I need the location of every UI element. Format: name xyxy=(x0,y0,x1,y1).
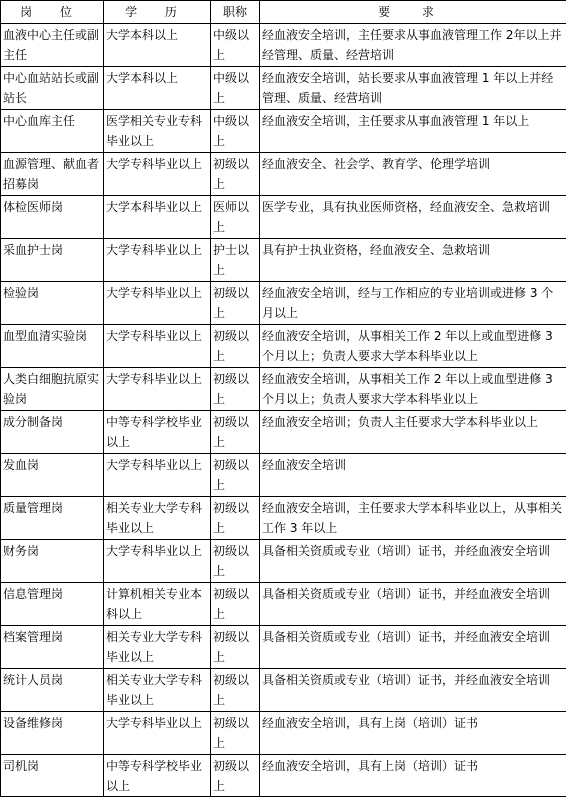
cell-position: 发血岗 xyxy=(1,454,104,497)
table-row xyxy=(1,626,566,669)
cell-education: 大学专科毕业以上 xyxy=(104,454,211,497)
cell-position: 设备维修岗 xyxy=(1,712,104,755)
cell-education: 大学专科毕业以上 xyxy=(104,282,211,325)
cell-position: 中心血站站长或副站长 xyxy=(1,67,104,110)
cell-requirement: 经血液安全培训，站长要求从事血液管理 1 年以上并经管理、质量、经营培训 xyxy=(260,67,566,110)
cell-title: 初级以上 xyxy=(211,282,260,325)
table-row xyxy=(1,325,566,368)
table-row xyxy=(1,712,566,755)
cell-title: 中级以上 xyxy=(211,24,260,67)
cell-position: 血型血清实验岗 xyxy=(1,325,104,368)
cell-position: 采血护士岗 xyxy=(1,239,104,282)
table-row xyxy=(1,540,566,583)
cell-position: 血液中心主任或副主任 xyxy=(1,24,104,67)
cell-education: 相关专业大学专科毕业以上 xyxy=(104,669,211,712)
cell-position: 成分制备岗 xyxy=(1,411,104,454)
cell-position: 血源管理、献血者招募岗 xyxy=(1,153,104,196)
cell-requirement: 经血液安全培训，具有上岗（培训）证书 xyxy=(260,755,566,797)
cell-education: 大学专科毕业以上 xyxy=(104,368,211,411)
cell-education: 大学本科以上 xyxy=(104,24,211,67)
cell-title: 初级以上 xyxy=(211,626,260,669)
cell-title: 护士以上 xyxy=(211,239,260,282)
cell-requirement: 经血液安全培训，主任要求大学本科毕业以上，从事相关工作 3 年以上 xyxy=(260,497,566,540)
cell-education: 相关专业大学专科毕业以上 xyxy=(104,497,211,540)
cell-education: 大学专科毕业以上 xyxy=(104,239,211,282)
table-row xyxy=(1,67,566,110)
cell-title: 初级以上 xyxy=(211,411,260,454)
cell-requirement: 经血液安全培训，经与工作相应的专业培训或进修 3 个月以上 xyxy=(260,282,566,325)
cell-title: 初级以上 xyxy=(211,669,260,712)
cell-requirement: 经血液安全、社会学、教育学、伦理学培训 xyxy=(260,153,566,196)
cell-requirement: 具备相关资质或专业（培训）证书，并经血液安全培训 xyxy=(260,540,566,583)
cell-title: 中级以上 xyxy=(211,110,260,153)
table-row xyxy=(1,497,566,540)
table-row xyxy=(1,368,566,411)
table-row xyxy=(1,454,566,497)
table-header-row xyxy=(1,1,566,24)
cell-requirement: 经血液安全培训 xyxy=(260,454,566,497)
header-title: 职称 xyxy=(211,1,260,24)
cell-title: 初级以上 xyxy=(211,755,260,797)
cell-position: 财务岗 xyxy=(1,540,104,583)
cell-requirement: 具备相关资质或专业（培训）证书，并经血液安全培训 xyxy=(260,669,566,712)
cell-position: 档案管理岗 xyxy=(1,626,104,669)
cell-position: 体检医师岗 xyxy=(1,196,104,239)
cell-requirement: 具备相关资质或专业（培训）证书，并经血液安全培训 xyxy=(260,626,566,669)
cell-title: 医师以上 xyxy=(211,196,260,239)
cell-education: 大学专科毕业以上 xyxy=(104,712,211,755)
cell-education: 大学专科毕业以上 xyxy=(104,153,211,196)
header-position: 岗 位 xyxy=(1,1,104,24)
cell-requirement: 具备相关资质或专业（培训）证书，并经血液安全培训 xyxy=(260,583,566,626)
cell-education: 中等专科学校毕业以上 xyxy=(104,411,211,454)
cell-title: 初级以上 xyxy=(211,153,260,196)
cell-education: 计算机相关专业本科以上 xyxy=(104,583,211,626)
cell-title: 中级以上 xyxy=(211,67,260,110)
table-row xyxy=(1,24,566,67)
cell-education: 中等专科学校毕业以上 xyxy=(104,755,211,797)
cell-position: 人类白细胞抗原实验岗 xyxy=(1,368,104,411)
cell-requirement: 经血液安全培训；负责人主任要求大学本科毕业以上 xyxy=(260,411,566,454)
cell-position: 信息管理岗 xyxy=(1,583,104,626)
cell-position: 检验岗 xyxy=(1,282,104,325)
cell-requirement: 经血液安全培训，具有上岗（培训）证书 xyxy=(260,712,566,755)
cell-title: 初级以上 xyxy=(211,325,260,368)
cell-requirement: 经血液安全培训，主任要求从事血液管理 1 年以上 xyxy=(260,110,566,153)
cell-title: 初级以上 xyxy=(211,368,260,411)
cell-requirement: 经血液安全培训，从事相关工作 2 年以上或血型进修 3 个月以上；负责人要求大学本科毕业以上 xyxy=(260,325,566,368)
table-row xyxy=(1,239,566,282)
cell-position: 中心血库主任 xyxy=(1,110,104,153)
table-row xyxy=(1,196,566,239)
cell-requirement: 经血液安全培训，从事相关工作 2 年以上或血型进修 3 个月以上；负责人要求大学本科毕业以上 xyxy=(260,368,566,411)
cell-title: 初级以上 xyxy=(211,497,260,540)
table-row xyxy=(1,755,566,797)
table-row xyxy=(1,110,566,153)
cell-requirement: 医学专业，具有执业医师资格，经血液安全、急救培训 xyxy=(260,196,566,239)
cell-title: 初级以上 xyxy=(211,540,260,583)
cell-title: 初级以上 xyxy=(211,583,260,626)
cell-education: 大学本科毕业以上 xyxy=(104,196,211,239)
cell-education: 大学本科以上 xyxy=(104,67,211,110)
cell-education: 大学专科毕业以上 xyxy=(104,325,211,368)
cell-requirement: 具有护士执业资格，经血液安全、急救培训 xyxy=(260,239,566,282)
table-row xyxy=(1,153,566,196)
cell-position: 统计人员岗 xyxy=(1,669,104,712)
table-row xyxy=(1,411,566,454)
table-row xyxy=(1,669,566,712)
header-education: 学 历 xyxy=(104,1,211,24)
cell-education: 相关专业大学专科毕业以上 xyxy=(104,626,211,669)
cell-education: 大学专科毕业以上 xyxy=(104,540,211,583)
cell-requirement: 经血液安全培训，主任要求从事血液管理工作 2年以上并经管理、质量、经营培训 xyxy=(260,24,566,67)
cell-title: 初级以上 xyxy=(211,712,260,755)
cell-position: 司机岗 xyxy=(1,755,104,797)
cell-title: 初级以上 xyxy=(211,454,260,497)
header-requirement: 要 求 xyxy=(260,1,566,24)
cell-position: 质量管理岗 xyxy=(1,497,104,540)
cell-education: 医学相关专业专科毕业以上 xyxy=(104,110,211,153)
table-row xyxy=(1,282,566,325)
table-row xyxy=(1,583,566,626)
